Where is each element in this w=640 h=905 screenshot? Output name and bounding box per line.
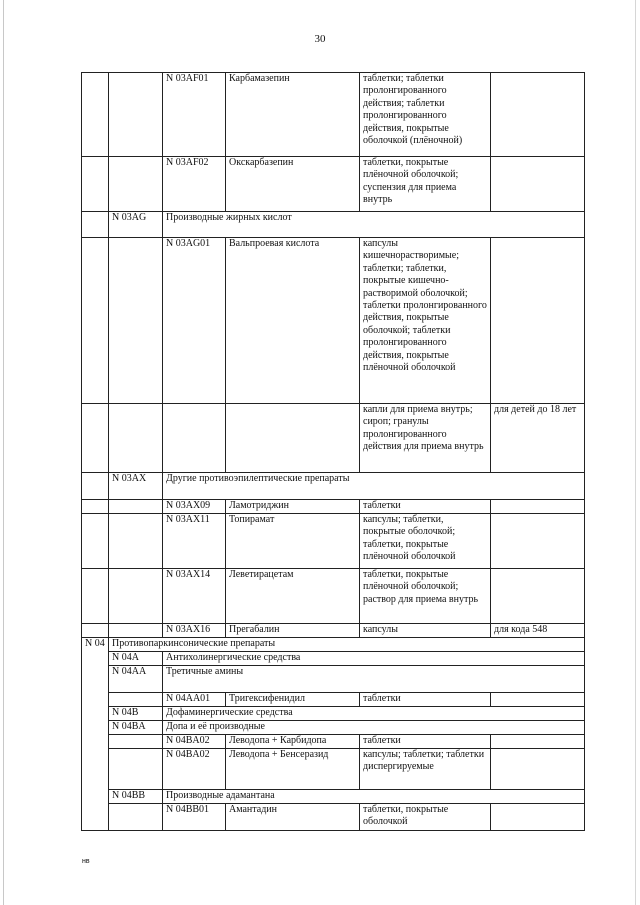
atc-code-cell: N 03AF01 — [163, 73, 226, 157]
note-cell — [491, 500, 585, 514]
scan-edge-left — [3, 0, 4, 905]
footer-mark: нв — [82, 858, 90, 865]
group-code-cell: N 04BB — [109, 790, 163, 804]
table-row — [82, 569, 585, 624]
group-row — [82, 473, 585, 500]
drug-name-cell: Карбамазепин — [226, 73, 360, 157]
dosage-form-cell: капли для приема внутрь; сироп; гранулы пролонгированного действия для приема внутрь — [360, 404, 491, 473]
atc-code-cell: N 03AX09 — [163, 500, 226, 514]
group-row — [82, 790, 585, 804]
drug-name-cell: Топирамат — [226, 514, 360, 569]
dosage-form-cell: капсулы — [360, 624, 491, 638]
dosage-form-cell: таблетки — [360, 500, 491, 514]
note-cell — [491, 73, 585, 157]
atc-code-cell: N 03AF02 — [163, 157, 226, 212]
drug-name-cell: Леветирацетам — [226, 569, 360, 624]
note-cell — [491, 238, 585, 404]
atc-code-cell: N 04AA01 — [163, 693, 226, 707]
note-cell — [491, 514, 585, 569]
level1-cell — [82, 514, 109, 569]
level2-cell — [109, 693, 163, 707]
atc-code-cell: N 04BA02 — [163, 735, 226, 749]
group-code-cell-level1: N 04 — [82, 638, 109, 831]
level1-cell — [82, 73, 109, 157]
group-row — [82, 721, 585, 735]
level2-cell — [109, 238, 163, 404]
group-code-cell: N 03AX — [109, 473, 163, 500]
level1-cell — [82, 404, 109, 473]
group-row — [82, 666, 585, 693]
dosage-form-cell: капсулы; таблетки, покрытые оболочкой; таблетки, покрытые плёночной оболочкой — [360, 514, 491, 569]
drug-name-cell: Прегабалин — [226, 624, 360, 638]
level1-cell — [82, 212, 109, 238]
dosage-form-cell: капсулы кишечнорастворимые; таблетки; таблетки, покрытые кишечно-растворимой оболочкой; таблетки пролонгированного действия, покрытые оболочкой; таблетки пролонгированного действия, покрытые плёночной оболочкой — [360, 238, 491, 404]
atc-code-cell: N 03AX16 — [163, 624, 226, 638]
atc-code-cell: N 03AX11 — [163, 514, 226, 569]
level1-cell — [82, 157, 109, 212]
table-row — [82, 804, 585, 831]
dosage-form-cell: таблетки, покрытые плёночной оболочкой; раствор для приема внутрь — [360, 569, 491, 624]
table-row — [82, 238, 585, 404]
level2-cell — [109, 73, 163, 157]
group-code-cell: N 04AA — [109, 666, 163, 693]
dosage-form-cell: таблетки, покрытые оболочкой — [360, 804, 491, 831]
drug-name-cell: Окскарбазепин — [226, 157, 360, 212]
level2-cell — [109, 735, 163, 749]
page-number: 30 — [314, 33, 326, 45]
level2-cell — [109, 749, 163, 790]
group-code-cell: N 03AG — [109, 212, 163, 238]
group-title-cell: Дофаминергические средства — [163, 707, 585, 721]
drug-name-cell: Тригексифенидил — [226, 693, 360, 707]
group-title-cell: Противопаркинсонические препараты — [109, 638, 585, 652]
note-cell: для кода 548 — [491, 624, 585, 638]
dosage-form-cell: таблетки — [360, 735, 491, 749]
table-row — [82, 500, 585, 514]
level1-cell — [82, 473, 109, 500]
table-row — [82, 749, 585, 790]
group-title-cell: Другие противоэпилептические препараты — [163, 473, 585, 500]
level2-cell — [109, 157, 163, 212]
table-row — [82, 157, 585, 212]
level2-cell — [109, 404, 163, 473]
drug-name-cell: Вальпроевая кислота — [226, 238, 360, 404]
level1-cell — [82, 624, 109, 638]
dosage-form-cell: капсулы; таблетки; таблетки диспергируемые — [360, 749, 491, 790]
table-row — [82, 514, 585, 569]
level2-cell — [109, 624, 163, 638]
atc-code-cell: N 04BB01 — [163, 804, 226, 831]
dosage-form-cell: таблетки, покрытые плёночной оболочкой; суспензия для приема внутрь — [360, 157, 491, 212]
drug-name-cell — [226, 404, 360, 473]
note-cell — [491, 735, 585, 749]
table-row — [82, 73, 585, 157]
level1-cell — [82, 238, 109, 404]
atc-code-cell: N 03AG01 — [163, 238, 226, 404]
note-cell — [491, 749, 585, 790]
group-row — [82, 707, 585, 721]
scan-edge-right — [635, 0, 636, 905]
group-title-cell: Производные жирных кислот — [163, 212, 585, 238]
note-cell — [491, 804, 585, 831]
drug-name-cell: Леводопа + Бенсеразид — [226, 749, 360, 790]
group-code-cell: N 04B — [109, 707, 163, 721]
drug-name-cell: Ламотриджин — [226, 500, 360, 514]
atc-code-cell — [163, 404, 226, 473]
drug-name-cell: Амантадин — [226, 804, 360, 831]
group-row — [82, 212, 585, 238]
group-title-cell: Антихолинергические средства — [163, 652, 585, 666]
atc-code-cell: N 03AX14 — [163, 569, 226, 624]
drug-name-cell: Леводопа + Карбидопа — [226, 735, 360, 749]
group-title-cell: Третичные амины — [163, 666, 585, 693]
table-row — [82, 693, 585, 707]
group-code-cell: N 04A — [109, 652, 163, 666]
level2-cell — [109, 514, 163, 569]
level2-cell — [109, 569, 163, 624]
note-cell — [491, 569, 585, 624]
group-code-cell: N 04BA — [109, 721, 163, 735]
level1-cell — [82, 500, 109, 514]
drug-list-table — [81, 72, 584, 831]
group-title-cell: Производные адамантана — [163, 790, 585, 804]
group-title-cell: Допа и её производные — [163, 721, 585, 735]
group-row — [82, 652, 585, 666]
note-cell: для детей до 18 лет — [491, 404, 585, 473]
dosage-form-cell: таблетки; таблетки пролонгированного действия; таблетки пролонгированного действия, покрытые оболочкой (плёночной) — [360, 73, 491, 157]
level1-cell — [82, 569, 109, 624]
note-cell — [491, 693, 585, 707]
note-cell — [491, 157, 585, 212]
level2-cell — [109, 500, 163, 514]
atc-code-cell: N 04BA02 — [163, 749, 226, 790]
dosage-form-cell: таблетки — [360, 693, 491, 707]
table-row — [82, 404, 585, 473]
group-row — [82, 638, 585, 652]
table-row — [82, 624, 585, 638]
level2-cell — [109, 804, 163, 831]
table-row — [82, 735, 585, 749]
